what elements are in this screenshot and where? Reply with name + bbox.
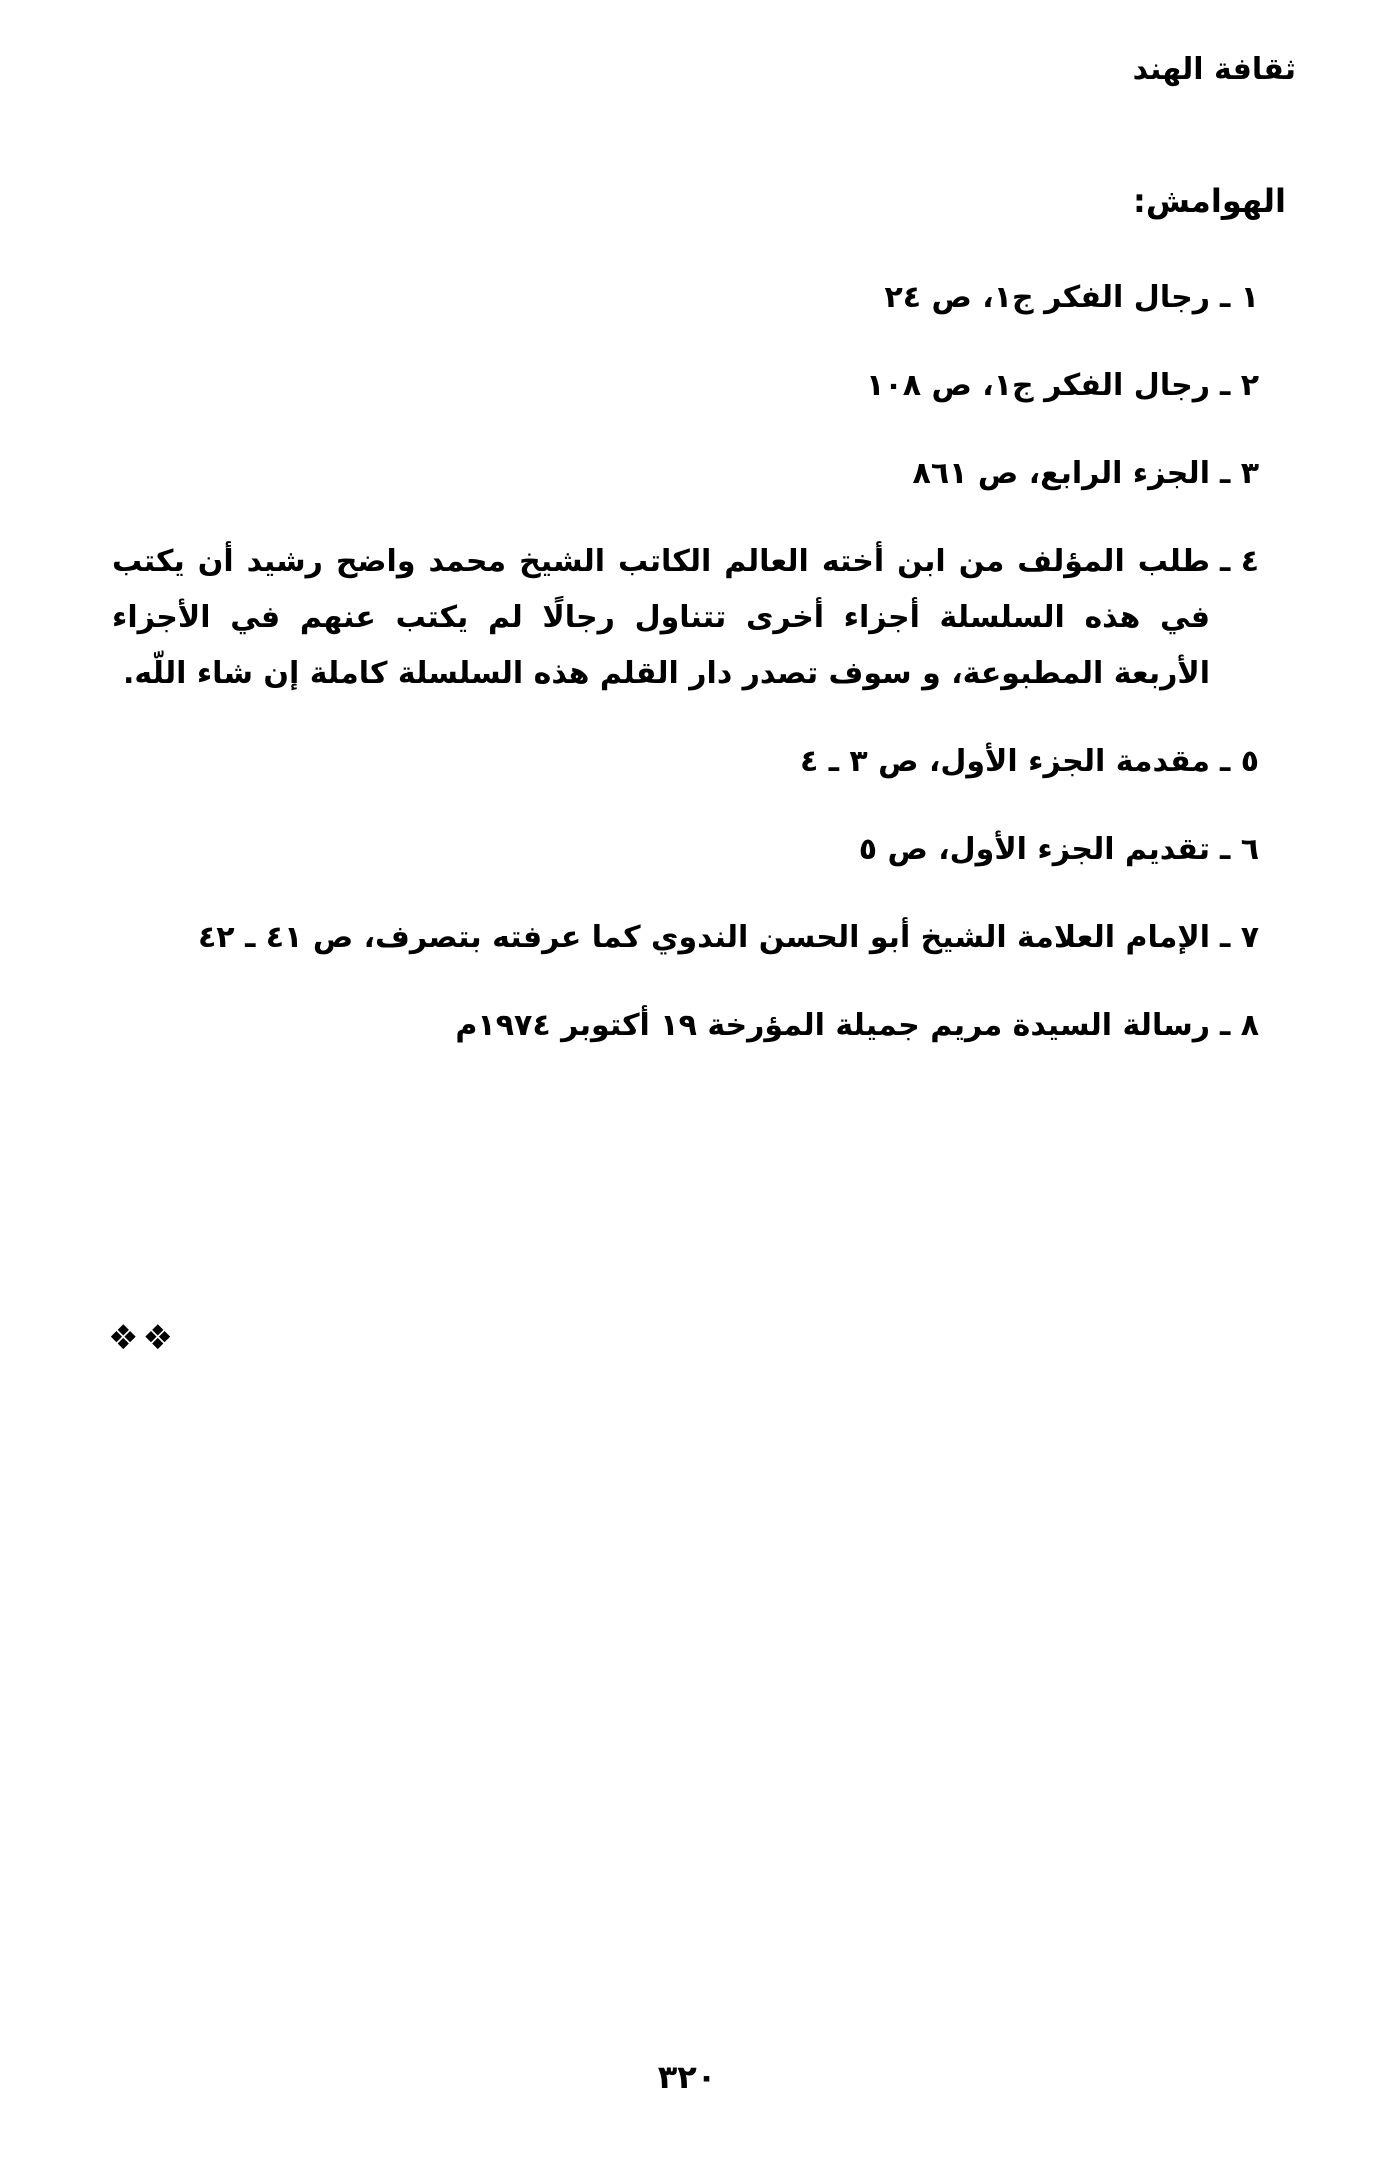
footnote-number: ٤ ـ bbox=[1219, 544, 1259, 579]
footnote-text: الإمام العلامة الشيخ أبو الحسن الندوي كما عرفته بتصرف، ص ٤١ ـ ٤٢ bbox=[198, 920, 1210, 955]
footnote-item bbox=[112, 998, 1259, 1054]
footnote-number: ٥ ـ bbox=[1219, 744, 1259, 779]
footnote-item bbox=[112, 270, 1259, 326]
footnote-text: تقديم الجزء الأول، ص ٥ bbox=[858, 832, 1210, 867]
footnote-number: ٢ ـ bbox=[1219, 368, 1259, 403]
footnote-item bbox=[112, 910, 1259, 966]
footnote-number: ١ ـ bbox=[1219, 280, 1259, 315]
footnote-item bbox=[112, 822, 1259, 878]
footnote-item bbox=[112, 534, 1259, 702]
footnote-text: طلب المؤلف من ابن أخته العالم الكاتب الشيخ محمد واضح رشيد أن يكتب في هذه السلسلة أجزاء أخرى تتناول رجالًا لم يكتب عنهم في الأجزاء الأربعة المطبوعة، و سوف تصدر دار القلم هذه السلسلة كاملة إن شاء اللّه. bbox=[112, 544, 1210, 691]
footnote-item bbox=[112, 446, 1259, 502]
footnote-item bbox=[112, 734, 1259, 790]
section-end-ornament: ❖❖ bbox=[108, 1318, 177, 1358]
footnote-text: الجزء الرابع، ص ٨٦١ bbox=[912, 456, 1210, 491]
footnotes-list bbox=[112, 270, 1259, 1086]
running-header: ثقافة الهند bbox=[1132, 52, 1296, 87]
footnote-number: ٨ ـ bbox=[1219, 1008, 1259, 1043]
footnote-number: ٧ ـ bbox=[1219, 920, 1259, 955]
footnote-text: مقدمة الجزء الأول، ص ٣ ـ ٤ bbox=[799, 744, 1210, 779]
footnote-text: رسالة السيدة مريم جميلة المؤرخة ١٩ أكتوبر ١٩٧٤م bbox=[455, 1008, 1210, 1043]
footnote-number: ٦ ـ bbox=[1219, 832, 1259, 867]
footnote-text: رجال الفكر ج١، ص ٢٤ bbox=[884, 280, 1210, 315]
footnote-text: رجال الفكر ج١، ص ١٠٨ bbox=[866, 368, 1210, 403]
footnote-number: ٣ ـ bbox=[1219, 456, 1259, 491]
footnote-item bbox=[112, 358, 1259, 414]
page-number: ٣٢٠ bbox=[657, 2058, 717, 2096]
notes-heading: الهوامش: bbox=[1133, 182, 1286, 220]
